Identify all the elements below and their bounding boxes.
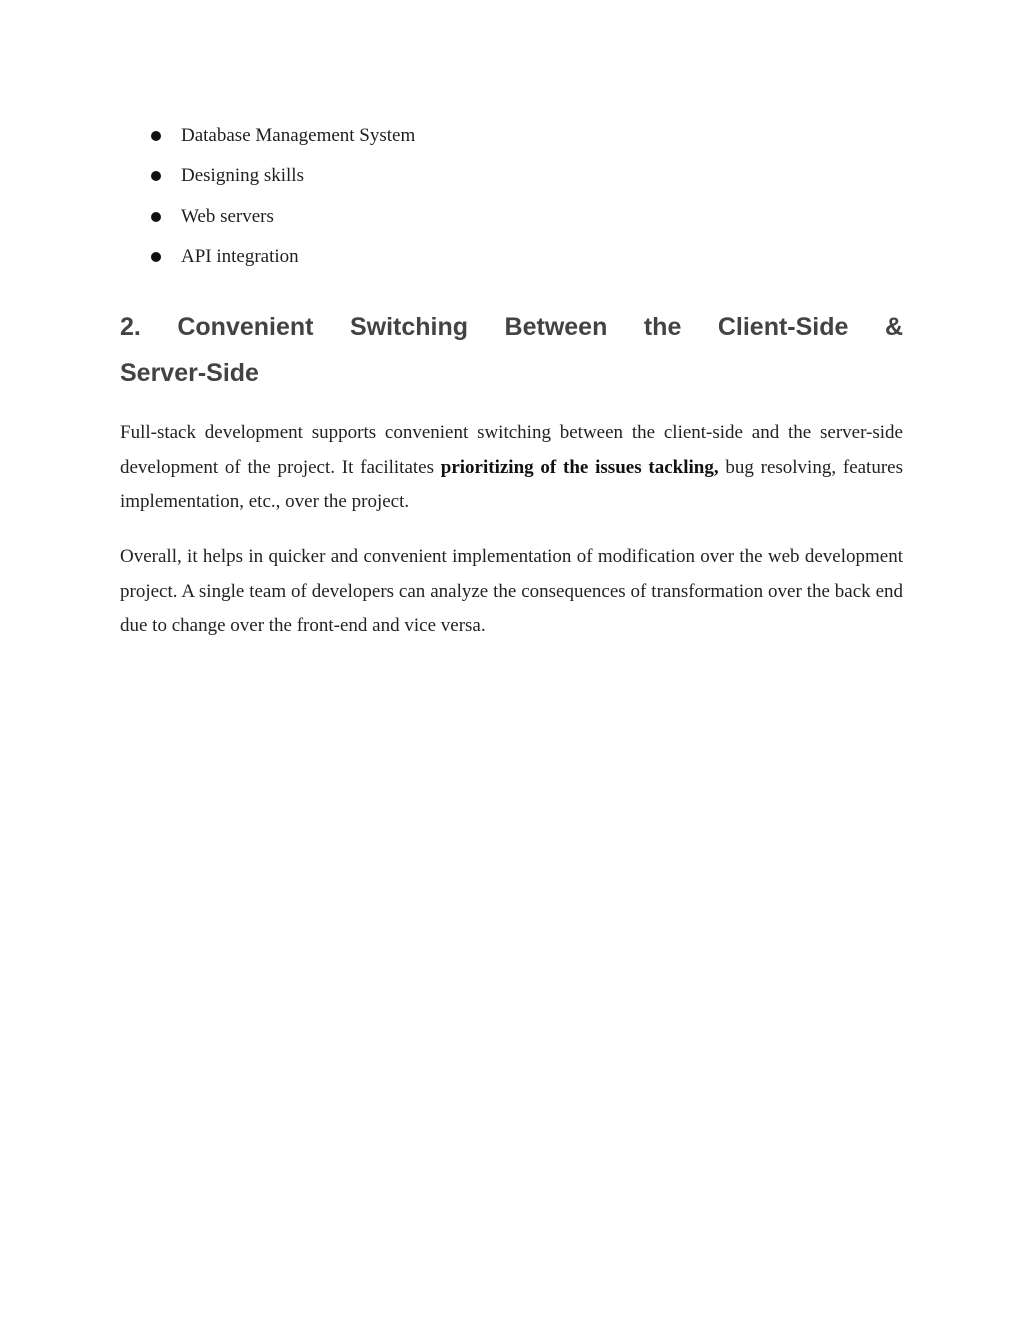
bullet-icon	[151, 131, 161, 141]
list-item	[151, 204, 415, 244]
heading-word: &	[884, 313, 903, 341]
heading-line-2: Server-Side	[120, 359, 259, 387]
heading-word: Switching	[349, 313, 469, 341]
heading-word: the	[643, 313, 682, 341]
body-paragraph-2: Overall, it helps in quicker and convenient implementation of modification over the web development project. A single team of developers can analyze the consequences of transformation over the back end due to change over the front-end and vice versa.	[120, 546, 903, 637]
bold-phrase: prioritizing of the issues tackling,	[440, 456, 719, 478]
list-item	[151, 123, 415, 163]
paragraph-text: bug resolving, features implementation, etc., over the project.	[120, 456, 903, 513]
bullet-icon	[151, 252, 161, 262]
list-item-text: API integration	[181, 245, 299, 267]
bullet-icon	[151, 212, 161, 222]
body-paragraph-1	[120, 416, 903, 520]
list-item	[151, 244, 415, 284]
section-heading	[120, 304, 903, 396]
heading-line-1	[120, 304, 903, 350]
list-item-text: Web servers	[181, 205, 274, 227]
paragraph-text: Full-stack development supports convenient switching between the client-side and the server-side development of the project. It facilitates	[120, 422, 903, 478]
skills-bullet-list	[151, 123, 415, 284]
heading-word: Convenient	[177, 313, 314, 341]
heading-word: Between	[504, 313, 608, 341]
bullet-icon	[151, 171, 161, 181]
heading-word: 2.	[120, 313, 141, 341]
heading-word: Client-Side	[717, 313, 849, 341]
list-item-text: Designing skills	[181, 165, 304, 187]
list-item-text: Database Management System	[181, 125, 416, 146]
list-item	[151, 163, 415, 203]
